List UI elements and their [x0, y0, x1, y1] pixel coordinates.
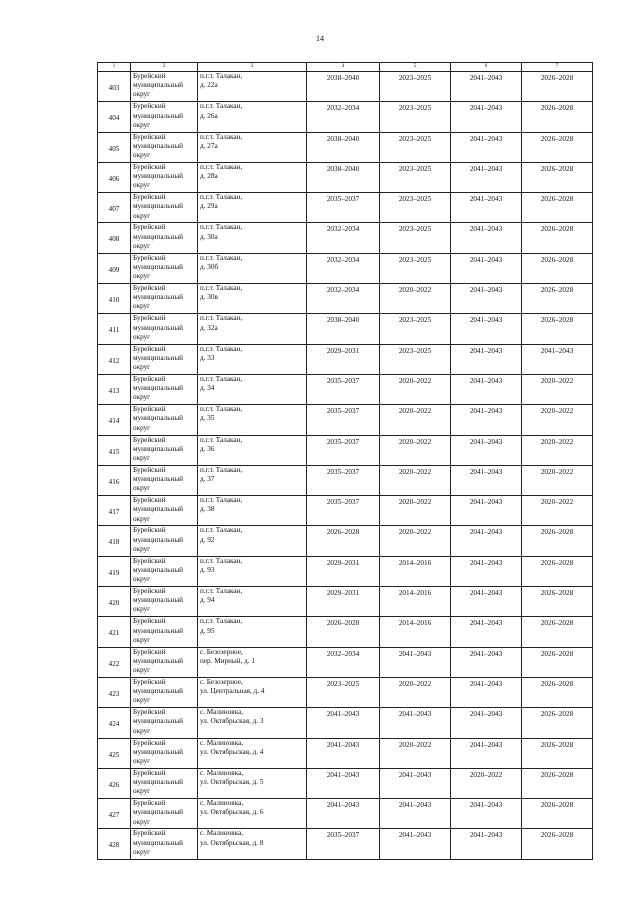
period-cell-5: 2020–2022	[380, 738, 451, 768]
period-cell-7: 2020–2022	[522, 496, 593, 526]
municipality-cell: Бурейский муниципальный округ	[131, 284, 198, 314]
page-number: 14	[316, 34, 324, 43]
row-number: 408	[98, 223, 131, 253]
period-cell-7: 2026–2028	[522, 132, 593, 162]
period-cell-6: 2041–2043	[451, 465, 522, 495]
municipality-cell: Бурейский муниципальный округ	[131, 102, 198, 132]
period-cell-5: 2020–2022	[380, 374, 451, 404]
address-cell: п.г.т. Талакан, д. 28а	[198, 162, 307, 192]
row-number: 410	[98, 284, 131, 314]
period-cell-5: 2041–2043	[380, 799, 451, 829]
period-cell-6: 2041–2043	[451, 708, 522, 738]
municipality-cell: Бурейский муниципальный округ	[131, 799, 198, 829]
address-cell: п.г.т. Талакан, д. 93	[198, 556, 307, 586]
period-cell-6: 2041–2043	[451, 496, 522, 526]
period-cell-6: 2041–2043	[451, 314, 522, 344]
row-number: 417	[98, 496, 131, 526]
period-cell-7: 2026–2028	[522, 799, 593, 829]
column-header-4: 4	[307, 63, 380, 72]
period-cell-7: 2026–2028	[522, 253, 593, 283]
municipality-cell: Бурейский муниципальный округ	[131, 132, 198, 162]
table-row	[98, 102, 593, 132]
table-row	[98, 829, 593, 859]
table-row	[98, 587, 593, 617]
row-number: 419	[98, 556, 131, 586]
period-cell-4: 2035–2037	[307, 496, 380, 526]
address-cell: п.г.т. Талакан, д. 30а	[198, 223, 307, 253]
period-cell-6: 2020–2022	[451, 768, 522, 798]
period-cell-6: 2041–2043	[451, 677, 522, 707]
period-cell-5: 2041–2043	[380, 708, 451, 738]
column-header-6: 6	[451, 63, 522, 72]
table-row	[98, 435, 593, 465]
column-number-row	[98, 63, 593, 72]
period-cell-4: 2035–2037	[307, 374, 380, 404]
address-cell: п.г.т. Талакан, д. 29а	[198, 193, 307, 223]
row-number: 411	[98, 314, 131, 344]
period-cell-5: 2023–2025	[380, 72, 451, 102]
address-cell: п.г.т. Талакан, д. 30б	[198, 253, 307, 283]
municipality-cell: Бурейский муниципальный округ	[131, 708, 198, 738]
period-cell-4: 2032–2034	[307, 284, 380, 314]
municipality-cell: Бурейский муниципальный округ	[131, 496, 198, 526]
table-row	[98, 162, 593, 192]
period-cell-6: 2041–2043	[451, 829, 522, 859]
period-cell-4: 2026–2028	[307, 617, 380, 647]
period-cell-4: 2032–2034	[307, 647, 380, 677]
table-row	[98, 677, 593, 707]
municipality-cell: Бурейский муниципальный округ	[131, 647, 198, 677]
municipality-cell: Бурейский муниципальный округ	[131, 587, 198, 617]
address-cell: п.г.т. Талакан, д. 22а	[198, 72, 307, 102]
table-row	[98, 465, 593, 495]
period-cell-7: 2026–2028	[522, 284, 593, 314]
municipality-cell: Бурейский муниципальный округ	[131, 465, 198, 495]
municipality-cell: Бурейский муниципальный округ	[131, 374, 198, 404]
period-cell-5: 2014–2016	[380, 556, 451, 586]
period-cell-5: 2020–2022	[380, 435, 451, 465]
address-cell: с. Безозерное, ул. Центральная, д. 4	[198, 677, 307, 707]
period-cell-5: 2020–2022	[380, 677, 451, 707]
table-row	[98, 526, 593, 556]
period-cell-7: 2020–2022	[522, 374, 593, 404]
row-number: 423	[98, 677, 131, 707]
period-cell-4: 2032–2034	[307, 102, 380, 132]
period-cell-5: 2020–2022	[380, 284, 451, 314]
period-cell-4: 2035–2037	[307, 405, 380, 435]
period-cell-5: 2014–2016	[380, 587, 451, 617]
period-cell-5: 2023–2025	[380, 162, 451, 192]
period-cell-7: 2026–2028	[522, 556, 593, 586]
period-cell-5: 2020–2022	[380, 465, 451, 495]
period-cell-5: 2023–2025	[380, 132, 451, 162]
period-cell-6: 2041–2043	[451, 405, 522, 435]
period-cell-4: 2041–2043	[307, 708, 380, 738]
municipality-cell: Бурейский муниципальный округ	[131, 617, 198, 647]
municipality-cell: Бурейский муниципальный округ	[131, 314, 198, 344]
table-row	[98, 72, 593, 102]
address-cell: п.г.т. Талакан, д. 38	[198, 496, 307, 526]
row-number: 428	[98, 829, 131, 859]
address-cell: п.г.т. Талакан, д. 30в	[198, 284, 307, 314]
period-cell-4: 2032–2034	[307, 223, 380, 253]
period-cell-7: 2026–2028	[522, 587, 593, 617]
municipality-cell: Бурейский муниципальный округ	[131, 435, 198, 465]
period-cell-4: 2029–2031	[307, 556, 380, 586]
row-number: 421	[98, 617, 131, 647]
address-cell: с. Малиновка, ул. Октябрьская, д. 8	[198, 829, 307, 859]
period-cell-4: 2023–2025	[307, 677, 380, 707]
address-cell: п.г.т. Талакан, д. 37	[198, 465, 307, 495]
table-row	[98, 496, 593, 526]
table-row	[98, 556, 593, 586]
table-row	[98, 738, 593, 768]
row-number: 427	[98, 799, 131, 829]
period-cell-6: 2041–2043	[451, 344, 522, 374]
address-cell: с. Малиновка, ул. Октябрьская, д. 5	[198, 768, 307, 798]
period-cell-6: 2041–2043	[451, 556, 522, 586]
table-row	[98, 253, 593, 283]
period-cell-4: 2041–2043	[307, 799, 380, 829]
table-row	[98, 132, 593, 162]
row-number: 426	[98, 768, 131, 798]
table-row	[98, 223, 593, 253]
period-cell-7: 2020–2022	[522, 465, 593, 495]
table-row	[98, 708, 593, 738]
period-cell-4: 2038–2040	[307, 72, 380, 102]
period-cell-4: 2026–2028	[307, 526, 380, 556]
municipality-cell: Бурейский муниципальный округ	[131, 193, 198, 223]
period-cell-6: 2041–2043	[451, 72, 522, 102]
registry-table	[97, 62, 593, 860]
row-number: 414	[98, 405, 131, 435]
column-header-2: 2	[131, 63, 198, 72]
period-cell-6: 2041–2043	[451, 374, 522, 404]
table-row	[98, 768, 593, 798]
period-cell-4: 2029–2031	[307, 587, 380, 617]
period-cell-6: 2041–2043	[451, 162, 522, 192]
period-cell-6: 2041–2043	[451, 193, 522, 223]
period-cell-5: 2023–2025	[380, 314, 451, 344]
period-cell-5: 2023–2025	[380, 253, 451, 283]
row-number: 405	[98, 132, 131, 162]
period-cell-5: 2023–2025	[380, 193, 451, 223]
address-cell: п.г.т. Талакан, д. 94	[198, 587, 307, 617]
period-cell-6: 2041–2043	[451, 435, 522, 465]
period-cell-5: 2041–2043	[380, 647, 451, 677]
period-cell-4: 2029–2031	[307, 344, 380, 374]
period-cell-7: 2026–2028	[522, 223, 593, 253]
municipality-cell: Бурейский муниципальный округ	[131, 829, 198, 859]
column-header-1: 1	[98, 63, 131, 72]
address-cell: с. Малиновка, ул. Октябрьская, д. 3	[198, 708, 307, 738]
period-cell-7: 2026–2028	[522, 162, 593, 192]
period-cell-6: 2041–2043	[451, 284, 522, 314]
table-row	[98, 647, 593, 677]
table-row	[98, 284, 593, 314]
period-cell-4: 2041–2043	[307, 768, 380, 798]
period-cell-7: 2041–2043	[522, 344, 593, 374]
address-cell: п.г.т. Талакан, д. 95	[198, 617, 307, 647]
table-row	[98, 193, 593, 223]
period-cell-7: 2026–2028	[522, 829, 593, 859]
address-cell: п.г.т. Талакан, д. 26а	[198, 102, 307, 132]
period-cell-5: 2023–2025	[380, 344, 451, 374]
municipality-cell: Бурейский муниципальный округ	[131, 526, 198, 556]
table-header	[98, 63, 593, 72]
row-number: 418	[98, 526, 131, 556]
period-cell-5: 2041–2043	[380, 829, 451, 859]
period-cell-6: 2041–2043	[451, 738, 522, 768]
municipality-cell: Бурейский муниципальный округ	[131, 72, 198, 102]
municipality-cell: Бурейский муниципальный округ	[131, 162, 198, 192]
period-cell-7: 2026–2028	[522, 72, 593, 102]
row-number: 416	[98, 465, 131, 495]
table-row	[98, 374, 593, 404]
period-cell-5: 2041–2043	[380, 768, 451, 798]
address-cell: п.г.т. Талакан, д. 27а	[198, 132, 307, 162]
address-cell: п.г.т. Талакан, д. 33	[198, 344, 307, 374]
address-cell: с. Безозерное, пер. Мирный, д. 1	[198, 647, 307, 677]
row-number: 407	[98, 193, 131, 223]
period-cell-6: 2041–2043	[451, 526, 522, 556]
period-cell-4: 2032–2034	[307, 253, 380, 283]
period-cell-5: 2020–2022	[380, 496, 451, 526]
row-number: 425	[98, 738, 131, 768]
period-cell-5: 2020–2022	[380, 405, 451, 435]
period-cell-6: 2041–2043	[451, 647, 522, 677]
row-number: 412	[98, 344, 131, 374]
period-cell-5: 2023–2025	[380, 223, 451, 253]
row-number: 424	[98, 708, 131, 738]
period-cell-7: 2026–2028	[522, 768, 593, 798]
period-cell-7: 2020–2022	[522, 435, 593, 465]
period-cell-4: 2041–2043	[307, 738, 380, 768]
period-cell-7: 2026–2028	[522, 102, 593, 132]
period-cell-6: 2041–2043	[451, 102, 522, 132]
row-number: 409	[98, 253, 131, 283]
table-body	[98, 72, 593, 860]
period-cell-6: 2041–2043	[451, 617, 522, 647]
municipality-cell: Бурейский муниципальный округ	[131, 738, 198, 768]
row-number: 415	[98, 435, 131, 465]
municipality-cell: Бурейский муниципальный округ	[131, 768, 198, 798]
row-number: 404	[98, 102, 131, 132]
period-cell-4: 2038–2040	[307, 132, 380, 162]
period-cell-4: 2038–2040	[307, 314, 380, 344]
period-cell-6: 2041–2043	[451, 799, 522, 829]
row-number: 406	[98, 162, 131, 192]
table-row	[98, 314, 593, 344]
period-cell-7: 2020–2022	[522, 405, 593, 435]
table-row	[98, 405, 593, 435]
municipality-cell: Бурейский муниципальный округ	[131, 344, 198, 374]
address-cell: п.г.т. Талакан, д. 32а	[198, 314, 307, 344]
column-header-3: 3	[198, 63, 307, 72]
column-header-5: 5	[380, 63, 451, 72]
period-cell-7: 2026–2028	[522, 526, 593, 556]
period-cell-4: 2035–2037	[307, 193, 380, 223]
period-cell-5: 2020–2022	[380, 526, 451, 556]
row-number: 403	[98, 72, 131, 102]
table-row	[98, 617, 593, 647]
address-cell: с. Малиновка, ул. Октябрьская, д. 4	[198, 738, 307, 768]
address-cell: п.г.т. Талакан, д. 34	[198, 374, 307, 404]
municipality-cell: Бурейский муниципальный округ	[131, 677, 198, 707]
row-number: 422	[98, 647, 131, 677]
address-cell: п.г.т. Талакан, д. 36	[198, 435, 307, 465]
period-cell-4: 2038–2040	[307, 162, 380, 192]
row-number: 413	[98, 374, 131, 404]
period-cell-7: 2026–2028	[522, 647, 593, 677]
period-cell-4: 2035–2037	[307, 465, 380, 495]
period-cell-5: 2014–2016	[380, 617, 451, 647]
address-cell: п.г.т. Талакан, д. 35	[198, 405, 307, 435]
row-number: 420	[98, 587, 131, 617]
table-row	[98, 799, 593, 829]
municipality-cell: Бурейский муниципальный округ	[131, 556, 198, 586]
municipality-cell: Бурейский муниципальный округ	[131, 405, 198, 435]
period-cell-4: 2035–2037	[307, 829, 380, 859]
period-cell-7: 2026–2028	[522, 738, 593, 768]
period-cell-6: 2041–2043	[451, 223, 522, 253]
period-cell-7: 2026–2028	[522, 193, 593, 223]
period-cell-7: 2026–2028	[522, 314, 593, 344]
municipality-cell: Бурейский муниципальный округ	[131, 223, 198, 253]
period-cell-4: 2035–2037	[307, 435, 380, 465]
address-cell: п.г.т. Талакан, д. 92	[198, 526, 307, 556]
period-cell-5: 2023–2025	[380, 102, 451, 132]
period-cell-7: 2026–2028	[522, 677, 593, 707]
municipality-cell: Бурейский муниципальный округ	[131, 253, 198, 283]
period-cell-6: 2041–2043	[451, 253, 522, 283]
address-cell: с. Малиновка, ул. Октябрьская, д. 6	[198, 799, 307, 829]
column-header-7: 7	[522, 63, 593, 72]
period-cell-7: 2026–2028	[522, 617, 593, 647]
period-cell-7: 2026–2028	[522, 708, 593, 738]
period-cell-6: 2041–2043	[451, 132, 522, 162]
table-row	[98, 344, 593, 374]
period-cell-6: 2041–2043	[451, 587, 522, 617]
